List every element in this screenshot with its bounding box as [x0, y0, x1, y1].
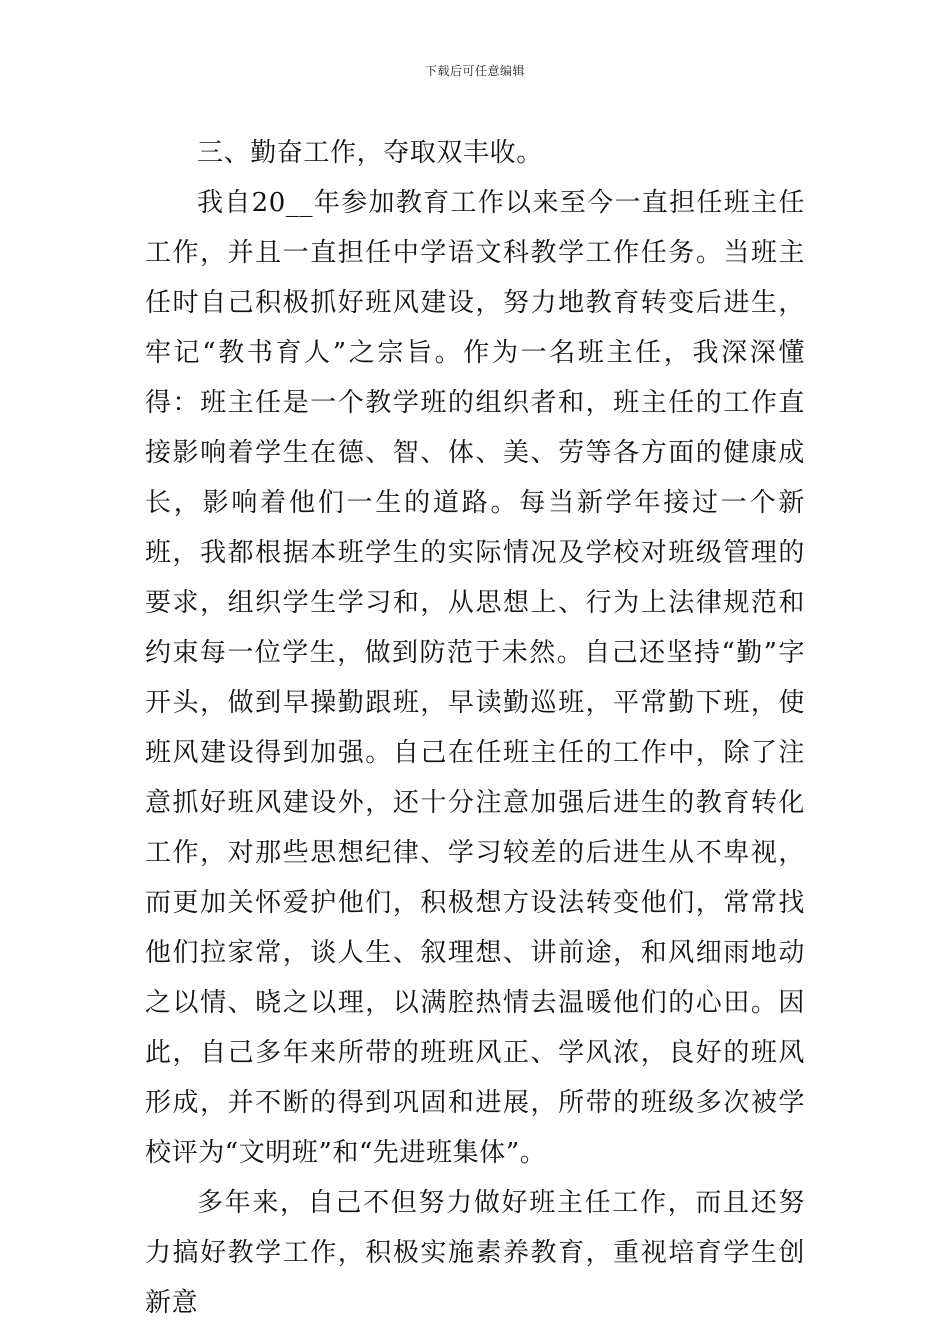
section-heading: 三、勤奋工作，夺取双丰收。 — [197, 138, 543, 168]
page-header: 下载后可任意编辑 — [424, 64, 525, 78]
paragraph-2: 多年来，自己不但努力做好班主任工作，而且还努力搞好教学工作，积极实施素养教育，重视培育学生创新意 — [145, 1188, 805, 1318]
document-body — [145, 128, 805, 1328]
paragraph-1: 我自20__年参加教育工作以来至今一直担任班主任工作，并且一直担任中学语文科教学工作任务。当班主任时自己积极抓好班风建设，努力地教育转变后进生，牢记“教书育人”之宗旨。作为一名班主任，我深深懂得：班主任是一个教学班的组织者和，班主任的工作直接影响着学生在德、智、体、美、劳等各方面的健康成长，影响着他们一生的道路。每当新学年接过一个新班，我都根据本班学生的实际情况及学校对班级管理的要求，组织学生学习和，从思想上、行为上法律规范和约束每一位学生，做到防范于未然。自己还坚持“勤”字开头，做到早操勤跟班，早读勤巡班，平常勤下班，使班风建设得到加强。自己在任班主任的工作中，除了注意抓好班风建设外，还十分注意加强后进生的教育转化工作，对那些思想纪律、学习较差的后进生从不卑视，而更加关怀爱护他们，积极想方设法转变他们，常常找他们拉家常，谈人生、叙理想、讲前途，和风细雨地动之以情、晓之以理，以满腔热情去温暖他们的心田。因此，自己多年来所带的班班风正、学风浓，良好的班风形成，并不断的得到巩固和进展，所带的班级多次被学校评为“文明班”和“先进班集体”。 — [145, 188, 805, 1168]
